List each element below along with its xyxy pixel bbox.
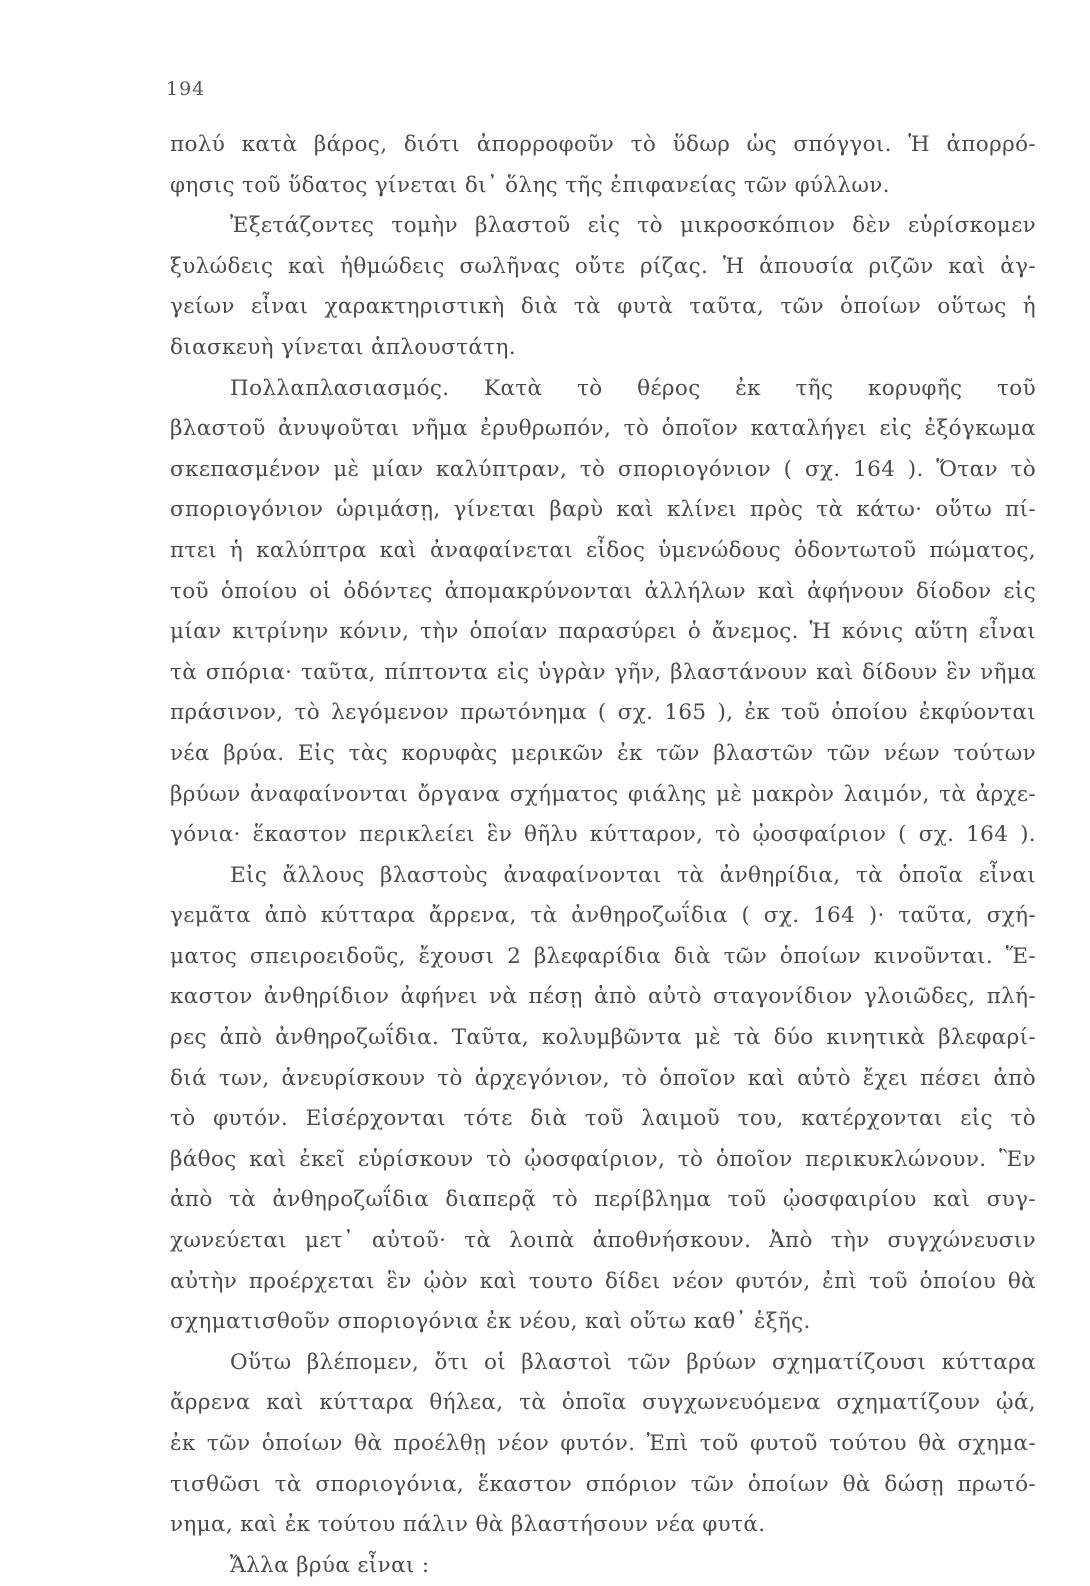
- text-line: Ἐξετάζοντες τομὴν βλαστοῦ εἰς τὸ μικροσκόπιον δὲν εὑρίσκομεν: [230, 213, 1036, 239]
- text-line: τοῦ ὁποίου οἱ ὀδόντες ἀπομακρύνονται ἀλλήλων καὶ ἀφήνουν δίοδον εἰς: [170, 578, 1036, 604]
- text-line: φησις τοῦ ὕδατος γίνεται δι᾽ ὅλης τῆς ἐπιφανείας τῶν φύλλων.: [170, 172, 890, 198]
- text-line: ξυλώδεις καὶ ἠθμώδεις σωλῆνας οὔτε ρίζας. Ἡ ἀπουσία ριζῶν καὶ ἀγ-: [170, 253, 1036, 279]
- text-line: τισθῶσι τὰ σποριογόνια, ἕκαστον σπόριον τῶν ὁποίων θὰ δώσῃ πρωτό-: [170, 1471, 1036, 1497]
- text-line: βρύων ἀναφαίνονται ὄργανα σχήματος φιάλης μὲ μακρὸν λαιμόν, τὰ ἀρχε-: [170, 781, 1036, 807]
- text-line: γόνια· ἕκαστον περικλείει ἓν θῆλυ κύτταρον, τὸ ᾠοσφαίριον ( σχ. 164 ).: [170, 822, 1036, 848]
- text-line: πολύ κατὰ βάρος, διότι ἀπορροφοῦν τὸ ὕδωρ ὡς σπόγγοι. Ἡ ἀπορρό-: [170, 132, 1036, 157]
- text-line: Εἰς ἄλλους βλαστοὺς ἀναφαίνονται τὰ ἀνθηρίδια, τὰ ὁποῖα εἶναι: [230, 862, 1036, 888]
- text-line: πράσινον, τὸ λεγόμενον πρωτόνημα ( σχ. 165 ), ἐκ τοῦ ὁποίου ἐκφύονται: [170, 700, 1036, 726]
- text-line: μίαν κιτρίνην κόνιν, τὴν ὁποίαν παρασύρει ὁ ἄνεμος. Ἡ κόνις αὕτη εἶναι: [170, 619, 1036, 645]
- text-line: ρες ἀπὸ ἀνθηροζωΐδια. Ταῦτα, κολυμβῶντα μὲ τὰ δύο κινητικὰ βλεφαρί-: [170, 1025, 1036, 1051]
- text-line: Ἄλλα βρύα εἶναι :: [230, 1552, 430, 1578]
- text-line: σποριογόνιον ὡριμάσῃ, γίνεται βαρὺ καὶ κλίνει πρὸς τὰ κάτω· οὕτω πί-: [170, 497, 1036, 523]
- text-line: τὰ σπόρια· ταῦτα, πίπτοντα εἰς ὑγρὰν γῆν, βλαστάνουν καὶ δίδουν ἓν νῆμα: [170, 659, 1036, 685]
- text-line: νέα βρύα. Εἰς τὰς κορυφὰς μερικῶν ἐκ τῶν βλαστῶν τῶν νέων τούτων: [170, 740, 1036, 766]
- section-heading-line: Πολλαπλασιασμός. Κατὰ τὸ θέρος ἐκ τῆς κορυφῆς τοῦ: [230, 375, 1036, 401]
- text-line: σκεπασμένον μὲ μίαν καλύπτραν, τὸ σποριογόνιον ( σχ. 164 ). Ὅταν τὸ: [170, 456, 1036, 482]
- text-line: γείων εἶναι χαρακτηριστικὴ διὰ τὰ φυτὰ ταῦτα, τῶν ὁποίων οὕτως ἡ: [170, 294, 1036, 320]
- text-line: νημα, καὶ ἐκ τούτου πάλιν θὰ βλαστήσουν νέα φυτά.: [170, 1512, 766, 1538]
- text-line: γεμᾶτα ἀπὸ κύτταρα ἄρρενα, τὰ ἀνθηροζωΐδια ( σχ. 164 )· ταῦτα, σχή-: [170, 903, 1036, 929]
- text-line: Οὕτω βλέπομεν, ὅτι οἱ βλαστοὶ τῶν βρύων σχηματίζουσι κύτταρα: [230, 1349, 1036, 1375]
- text-line: ἄρρενα καὶ κύτταρα θήλεα, τὰ ὁποῖα συγχωνευόμενα σχηματίζουν ᾠά,: [170, 1390, 1036, 1416]
- text-line: ἐκ τῶν ὁποίων θὰ προέλθῃ νέον φυτόν. Ἐπὶ τοῦ φυτοῦ τούτου θὰ σχημα-: [170, 1431, 1036, 1456]
- text-line: πτει ἡ καλύπτρα καὶ ἀναφαίνεται εἶδος ὑμενώδους ὀδοντωτοῦ πώματος,: [170, 537, 1036, 563]
- text-line: βλαστοῦ ἀνυψοῦται νῆμα ἐρυθρωπόν, τὸ ὁποῖον καταλήγει εἰς ἐξόγκωμα: [170, 416, 1036, 442]
- text-line: αὐτὴν προέρχεται ἓν ᾠὸν καὶ τουτο δίδει νέον φυτόν, ἐπὶ τοῦ ὁποίου θὰ: [170, 1268, 1036, 1294]
- text-line: σχηματισθοῦν σποριογόνια ἐκ νέου, καὶ οὕτω καθ᾽ ἑξῆς.: [170, 1309, 811, 1335]
- text-line: διασκευὴ γίνεται ἁπλουστάτη.: [170, 334, 516, 360]
- body-text: [170, 125, 1036, 1586]
- page-number: 194: [166, 78, 206, 100]
- text-line: τὸ φυτόν. Εἰσέρχονται τότε διὰ τοῦ λαιμοῦ του, κατέρχονται εἰς τὸ: [170, 1106, 1036, 1132]
- text-line: καστον ἀνθηρίδιον ἀφήνει νὰ πέσῃ ἀπὸ αὐτὸ σταγονίδιον γλοιῶδες, πλή-: [170, 984, 1036, 1010]
- text-line: ματος σπειροειδοῦς, ἔχουσι 2 βλεφαρίδια διὰ τῶν ὁποίων κινοῦνται. Ἕ-: [170, 943, 1036, 969]
- text-line: διά των, ἀνευρίσκουν τὸ ἀρχεγόνιον, τὸ ὁποῖον καὶ αὐτὸ ἔχει πέσει ἀπὸ: [170, 1065, 1036, 1091]
- text-line: βάθος καὶ ἐκεῖ εὑρίσκουν τὸ ᾠοσφαίριον, τὸ ὁποῖον περικυκλώνουν. Ἓν: [170, 1146, 1036, 1172]
- text-line: χωνεύεται μετ᾽ αὐτοῦ· τὰ λοιπὰ ἀποθνήσκουν. Ἀπὸ τὴν συγχώνευσιν: [170, 1228, 1036, 1254]
- text-line: ἀπὸ τὰ ἀνθηροζωΐδια διαπερᾷ τὸ περίβλημα τοῦ ᾠοσφαιρίου καὶ συγ-: [170, 1187, 1036, 1213]
